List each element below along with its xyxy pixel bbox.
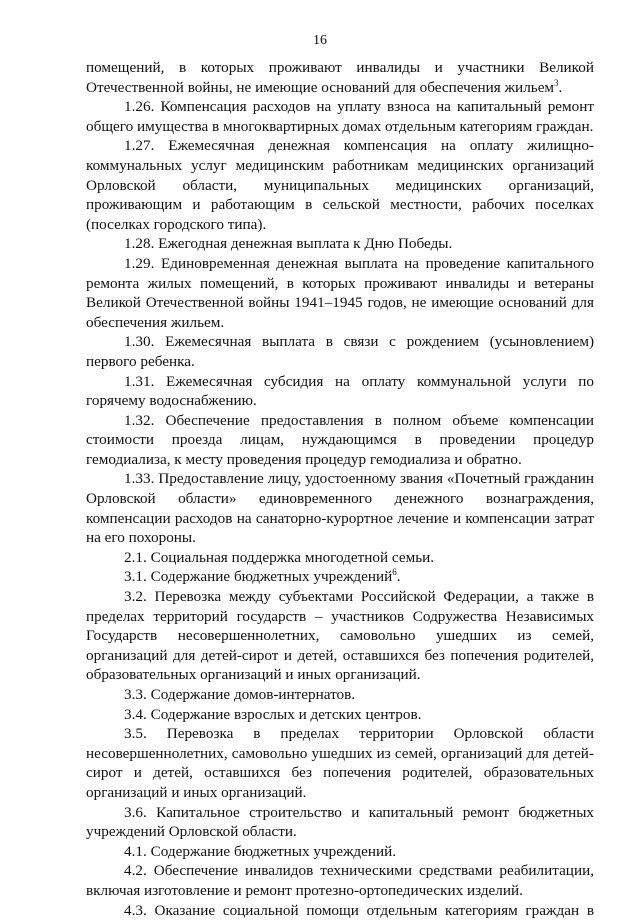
paragraph: 4.1. Содержание бюджетных учреждений. [124,842,397,860]
paragraph: помещений, в которых проживают инвалиды и участники Великой Отечественной войны, не имеющие оснований для обеспечения жильем$^3$. [86,59,594,96]
paragraph: 1.29. Единовременная денежная выплата на проведение капитального ремонта жилых помещений, в которых проживают инвалиды и ветераны Великой Отечественной войны 1941–1945 годов, не имеющие оснований для обеспечения жильем. [86,254,594,331]
paragraph: 3.1. Содержание бюджетных учреждений$^6$. [124,567,401,586]
paragraph: 3.4. Содержание взрослых и детских центров. [124,705,422,723]
paragraph: 3.6. Капитальное строительство и капитальный ремонт бюджетных учреждений Орловской области. [86,803,594,841]
document-body [86,58,594,920]
paragraph: 1.32. Обеспечение предоставления в полном объеме компенсации стоимости проезда лицам, нуждающимся в проведении процедур гемодиализа, к месту проведения процедур гемодиализа и обратно. [86,411,594,468]
paragraph: 2.1. Социальная поддержка многодетной семьи. [124,548,435,566]
paragraph: 1.26. Компенсация расходов на уплату взноса на капитальный ремонт общего имущества в многоквартирных домах отдельным категориям граждан. [86,98,594,135]
paragraph: 1.31. Ежемесячная субсидия на оплату коммунальной услуги по горячему водоснабжению. [86,372,594,410]
paragraph: 4.3. Оказание социальной помощи отдельным категориям граждан в [124,901,594,919]
paragraph: 3.2. Перевозка между субъектами Российской Федерации, а также в пределах территорий государств – участников Содружества Независимых Государств несовершеннолетних, самовольно ушедших из семей, организаций для детей-сирот и детей, оставшихся без попечения родителей, образовательных организаций и иных организаций. [86,588,594,684]
paragraph: 1.28. Ежегодная денежная выплата к Дню Победы. [124,235,453,253]
paragraph: 1.33. Предоставление лицу, удостоенному звания «Почетный гражданин Орловской области» единовременного денежного вознаграждения, компенсации расходов на санаторно-курортное лечение и компенсации затрат на его похороны. [86,470,594,547]
paragraph: 3.5. Перевозка в пределах территории Орловской области несовершеннолетних, самовольно ушедших из семей, организаций для детей-сирот и детей, оставшихся без попечения родителей, образовательных организаций и иных организаций. [86,725,594,801]
paragraph: 1.27. Ежемесячная денежная компенсация на оплату жилищно-коммунальных услуг медицинским работникам медицинских организаций Орловской области, муниципальных медицинских организаций, проживающим и работающим в сельской местности, рабочих поселках (поселках городского типа). [86,137,594,233]
page-number: 16 [313,33,327,48]
footnote-mark: 6 [392,567,397,578]
footnote-mark: 3 [554,77,559,88]
paragraph: 3.3. Содержание домов-интернатов. [124,686,356,703]
paragraph: 4.2. Обеспечение инвалидов техническими средствами реабилитации, включая изготовление и ремонт протезно-ортопедических изделий. [86,862,594,899]
paragraph: 1.30. Ежемесячная выплата в связи с рождением (усыновлением) первого ребенка. [86,333,594,370]
